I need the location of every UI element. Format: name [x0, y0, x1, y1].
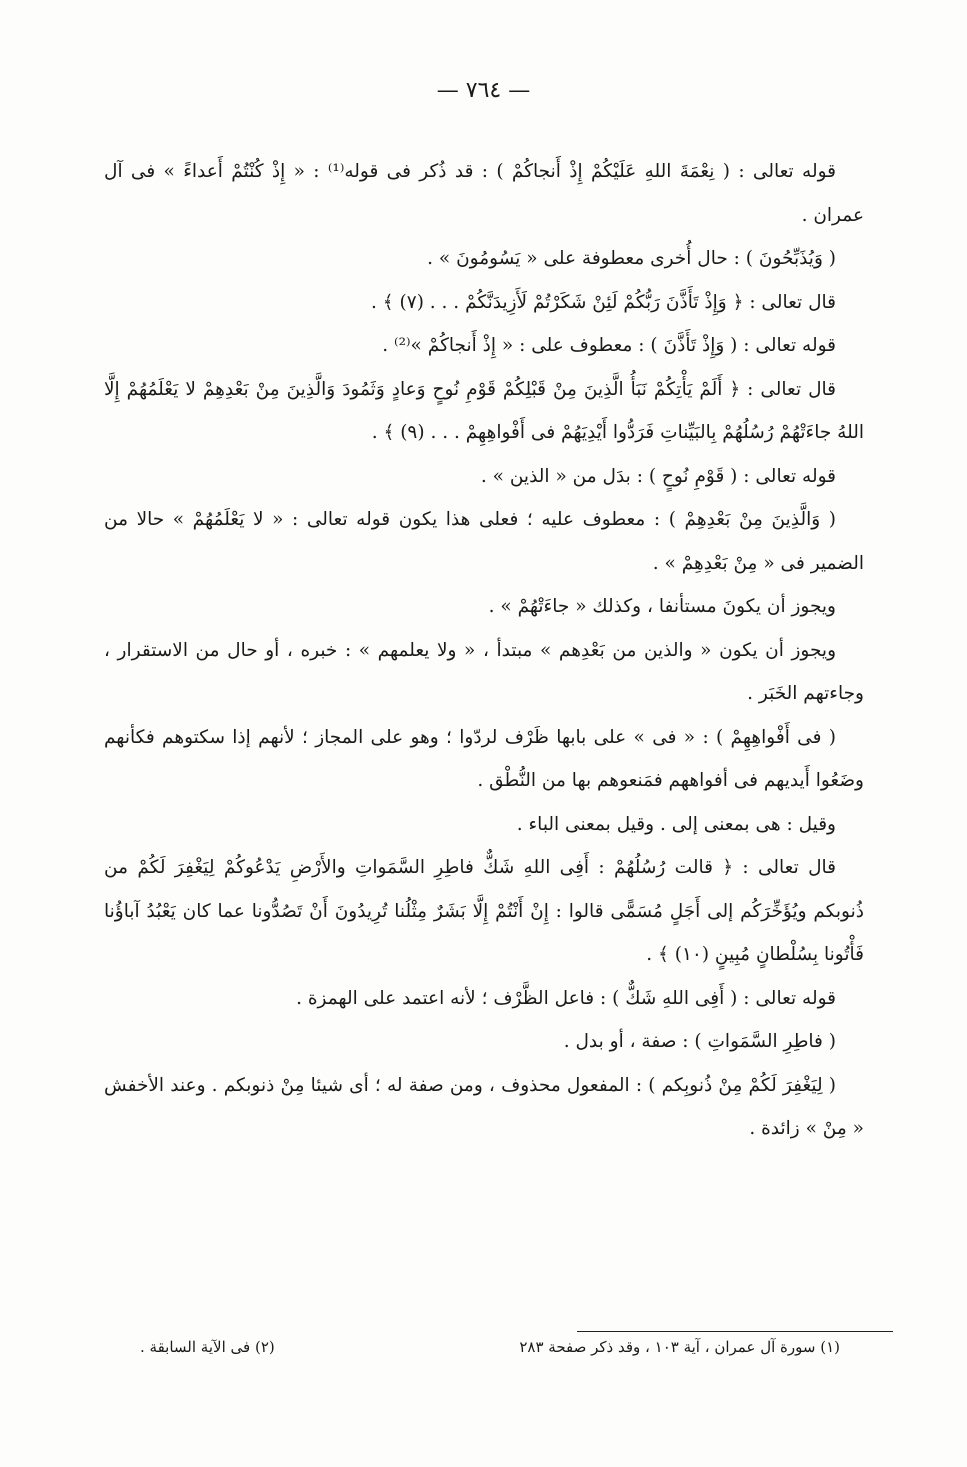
footnotes: [140, 1338, 840, 1356]
paragraph: ( وَالَّذِينَ مِنْ بَعْدِهِمْ ) : معطوف عليه ؛ فعلى هذا يكون قوله تعالى : « لا يَعْلَمُهُمْ » حالا من الضمير فى « مِنْ بَعْدِهِمْ » .: [104, 509, 864, 574]
paragraph: قوله تعالى : ( أَفِى اللهِ شَكٌّ ) : فاعل الظَّرْف ؛ لأنه اعتمد على الهمزة .: [296, 987, 836, 1009]
paragraph: ( لِيَغْفِرَ لَكُمْ مِنْ ذُنوبِكم ) : المفعول محذوف ، ومن صفة له ؛ أى شيئا مِنْ ذنوبكم . وعند الأخفش « مِنْ » زائدة .: [104, 1074, 864, 1139]
footnote-2: (٢) فى الآية السابقة .: [140, 1338, 275, 1356]
paragraph: قال تعالى : ﴿ قالت رُسُلُهُمْ : أَفِى اللهِ شَكٌّ فاطِرِ السَّمَواتِ والأَرْضِ يَدْعُوكُمْ لِيَغْفِرَ لَكُمْ من ذُنوبكم ويُؤَخِّرَكُم إلى أَجَلٍ مُسَمًّى قالوا : إِنْ أَنْتُمْ إِلَّا بَشَرٌ مِثْلُنا تُرِيدُونَ أَنْ تَصُدُّونا عما كان يَعْبُدُ آباؤُنا فَأْتُونا بِسُلْطانٍ مُبِينٍ (١٠) ﴾ .: [104, 857, 864, 965]
paragraph: قوله تعالى : ( قَوْمِ نُوحٍ ) : بدَل من « الذين » .: [480, 465, 836, 487]
paragraph: قوله تعالى : ( نِعْمَةَ اللهِ عَلَيْكُمْ إِذْ أَنجاكُمْ ) : قد ذُكر فى قوله⁽¹⁾ : « إِذْ كُنْتُمْ أَعداءً » فى آل عمران .: [104, 161, 864, 226]
paragraph: وقيل : هى بمعنى إلى . وقيل بمعنى الباء .: [516, 813, 836, 835]
page-number: — ٧٦٤ —: [436, 78, 531, 103]
paragraph: قال تعالى : ﴿ أَلَمْ يَأْتِكُمْ نَبَأُ الَّذِينَ مِنْ قَبْلِكُمْ قَوْمِ نُوحٍ وَعادٍ وَثَمُودَ وَالَّذِينَ مِنْ بَعْدِهِمْ لا يَعْلَمُهُمْ إِلَّا اللهُ جاءَتْهُمْ رُسُلُهُمْ بِالبَيِّناتِ فَرَدُّوا أَيْدِيَهُمْ فى أَفْواهِهِمْ . . . (٩) ﴾ .: [104, 378, 864, 443]
paragraph: قوله تعالى : ( وَإِذْ تَأَذَّنَ ) : معطوف على : « إِذْ أَنجاكُمْ »⁽²⁾ .: [382, 335, 836, 356]
footnote-1: (١) سورة آل عمران ، آية ١٠٣ ، وقد ذكر صفحة ٢٨٣: [519, 1338, 840, 1356]
paragraph: ( فى أَفْواهِهِمْ ) : « فى » على بابها ظَرْف لردّوا ؛ وهو على المجاز ؛ لأنهم إذا سكتوهم فكأنهم وضَعُوا أَيديهم فى أفواههم فمَنعوهم بها من النُّطْق .: [104, 726, 864, 791]
footnote-divider: [577, 1331, 893, 1332]
paragraph: ويجوز أن يكونَ مستأنفا ، وكذلك « جاءَتْهُمْ » .: [488, 596, 836, 617]
paragraph: ( فاطِرِ السَّمَواتِ ) : صفة ، أو بدل .: [563, 1031, 836, 1052]
paragraph: ويجوز أن يكون « والذين من بَعْدِهم » مبتدأ ، « ولا يعلمهم » : خبره ، أو حال من الاستقرار ، وجاءتهم الخَبَر .: [104, 639, 864, 704]
body-text: [104, 150, 864, 1151]
paragraph: ( وَيُذَبِّحُونَ ) : حال أُخرى معطوفة على « يَسُومُونَ » .: [427, 248, 836, 269]
paragraph: قال تعالى : ﴿ وَإِذْ تَأَذَّنَ رَبُّكُمْ لَئِنْ شَكَرْتُمْ لَأَزِيدَنَّكُمْ . . . (٧) ﴾ .: [371, 291, 836, 313]
